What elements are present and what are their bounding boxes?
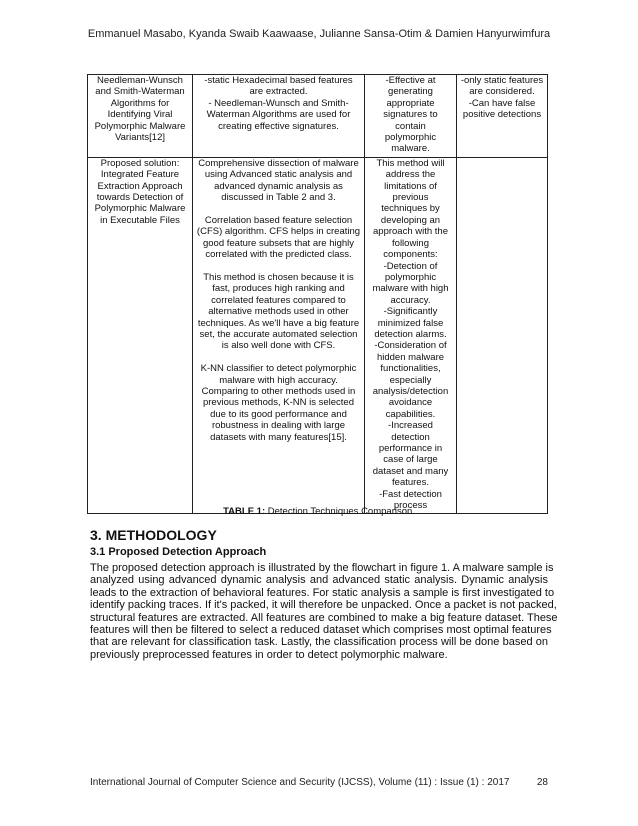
cell-text-line: avoidance	[388, 397, 433, 409]
cell-text-line: using Advanced static analysis and	[204, 169, 353, 181]
cell-text-line: Integrated Feature	[100, 169, 180, 181]
cell-text-line: -Effective at	[385, 75, 436, 86]
cell-text-line: are considered.	[469, 86, 535, 98]
cell-text-line: process	[393, 500, 428, 512]
cell-text-line	[196, 352, 361, 363]
cell-text-line: -static Hexadecimal based features	[204, 75, 353, 86]
paragraph-line: features will then be filtered to select a reduced dataset which comprises most optimal features	[90, 624, 552, 637]
body-paragraph	[90, 562, 558, 661]
cell-text-line: good feature subsets that are highly	[202, 237, 355, 249]
cell-text-line: accuracy.	[390, 294, 431, 306]
cell-text-line: limitations of	[384, 180, 437, 192]
cell-text-line: following	[392, 237, 429, 249]
cell-text-line: minimized false	[377, 317, 444, 329]
table-cell-col4	[457, 157, 548, 514]
cell-text-line: advanced dynamic analysis as	[214, 180, 343, 192]
cell-text-line: malware.	[391, 143, 430, 155]
cell-text-line: malware with high accuracy.	[219, 374, 338, 386]
cell-text-line: datasets with many features[15].	[210, 431, 347, 443]
cell-text-line: features.	[392, 477, 429, 489]
cell-text-line: discussed in Table 2 and 3.	[221, 192, 336, 204]
cell-text-line: Variants[12]	[115, 132, 165, 144]
cell-text-line: Comparing to other methods used in	[201, 385, 356, 397]
cell-text-line: alternative methods used in other	[208, 306, 349, 318]
cell-text-line: This method is chosen because it is	[203, 271, 354, 283]
cell-text-line: in Executable Files	[100, 214, 180, 226]
paragraph-line: analyzed using advanced dynamic analysis and advanced static analysis. Dynamic analysis	[90, 574, 548, 587]
cell-text-line: approach with the	[373, 226, 448, 238]
cell-text-line: -Can have false	[468, 97, 536, 109]
cell-text-line: Identifying Viral	[107, 109, 173, 121]
table-cell-col4	[457, 75, 548, 158]
paragraph-line: previously preprocessed features in order to detect polymorphic malware.	[90, 648, 448, 661]
subsection-heading: 3.1 Proposed Detection Approach	[90, 546, 267, 558]
cell-text-line: capabilities.	[385, 408, 436, 420]
page-footer	[90, 777, 548, 788]
cell-text-line: Comprehensive dissection of malware	[198, 157, 359, 169]
cell-text-line: K-NN classifier to detect polymorphic	[200, 363, 357, 375]
cell-text-line: robustness in dealing with large	[211, 420, 346, 432]
paragraph-line: The proposed detection approach is illustrated by the flowchart in figure 1. A malware sample is	[90, 562, 554, 574]
cell-text-line: This method will	[376, 157, 445, 169]
cell-text-line: techniques by	[381, 203, 440, 215]
table-cell-col2	[193, 157, 365, 514]
cell-text-line: Proposed solution:	[100, 157, 180, 169]
cell-text-line: dataset and many	[372, 465, 449, 477]
table-cell-col3	[365, 157, 457, 514]
cell-text-line: developing an	[380, 214, 441, 226]
table-cell-col1	[88, 157, 193, 514]
section-heading: 3. METHODOLOGY	[90, 527, 217, 543]
cell-text-line: detection	[391, 431, 430, 443]
cell-text-line: malware with high	[372, 283, 449, 295]
cell-text-line: generating	[388, 86, 433, 98]
cell-text-line: positive detections	[462, 109, 542, 121]
table-row	[88, 157, 548, 514]
cell-text-line: hidden malware	[376, 351, 445, 363]
cell-text-line: Extraction Approach	[97, 180, 183, 192]
cell-text-line: -only static features	[460, 75, 544, 86]
caption-text: Detection Techniques Comparison.	[265, 506, 415, 517]
cell-text-line: Polymorphic Malware	[94, 203, 186, 215]
cell-text-line: analysis/detection	[372, 385, 449, 397]
cell-text-line: techniques. As we'll have a big feature	[197, 317, 360, 329]
cell-text-line: correlated features compared to	[211, 294, 346, 306]
cell-text-line: Polymorphic Malware	[94, 120, 186, 132]
cell-text-line: signatures to	[383, 109, 438, 121]
cell-text-line: components:	[383, 249, 438, 261]
cell-text-line: fast, produces high ranking and	[212, 283, 345, 295]
cell-text-line: contain	[395, 120, 426, 132]
cell-text-line: are extracted.	[249, 86, 308, 98]
cell-text-line: -Consideration of	[374, 340, 447, 352]
cell-text-line: polymorphic	[384, 132, 437, 144]
cell-text-line: performance in	[378, 443, 443, 454]
page-number: 28	[536, 777, 548, 788]
cell-text-line: (CFS) algorithm. CFS helps in creating	[196, 226, 361, 238]
comparison-table	[87, 74, 548, 514]
cell-text-line	[196, 203, 361, 214]
cell-text-line: -Detection of	[383, 260, 438, 272]
cell-text-line: Algorithms for	[110, 97, 170, 109]
cell-text-line	[196, 260, 361, 271]
cell-text-line: previous	[392, 192, 429, 204]
table-cell-col2	[193, 75, 365, 158]
cell-text-line: due to its good performance and	[210, 408, 347, 420]
paragraph-line: leads to the extraction of behavioral features. For static analysis a sample is first investigated to	[90, 586, 555, 599]
cell-text-line: case of large	[383, 454, 438, 466]
cell-text-line: -Significantly	[383, 306, 438, 318]
table-cell-col3	[365, 75, 457, 158]
cell-text-line: address the	[385, 169, 436, 181]
journal-citation: International Journal of Computer Science and Security (IJCSS), Volume (11) : Issue (1) : 2017	[90, 777, 510, 788]
table-caption	[0, 506, 638, 517]
cell-text-line: is also well done with CFS.	[221, 340, 336, 352]
cell-text-line: correlated with the predicted class.	[205, 249, 352, 261]
cell-text-line: detection alarms.	[374, 328, 447, 340]
cell-text-line: appropriate	[386, 97, 435, 109]
cell-text-line: towards Detection of	[96, 192, 184, 204]
cell-text-line: -Fast detection	[379, 488, 442, 500]
paragraph-line: identify packing traces. If it's packed, it will therefore be unpacked. Once a packet is not packed,	[90, 599, 557, 612]
cell-text-line: previous methods, K-NN is selected	[202, 397, 354, 409]
cell-text-line: Needleman-Wunsch	[97, 75, 183, 86]
cell-text-line: - Needleman-Wunsch and Smith-	[208, 97, 349, 109]
running-header: Emmanuel Masabo, Kyanda Swaib Kaawaase, Julianne Sansa-Otim & Damien Hanyurwimfura	[87, 28, 551, 40]
cell-text-line: and Smith-Waterman	[95, 86, 185, 98]
cell-text-line: set, the accurate automated selection	[199, 328, 358, 340]
table-row	[88, 75, 548, 158]
cell-text-line: creating effective signatures.	[218, 120, 339, 132]
cell-text-line: polymorphic	[384, 271, 437, 283]
cell-text-line: Correlation based feature selection	[204, 214, 353, 226]
table-cell-col1	[88, 75, 193, 158]
paragraph-line: structural features are extracted. All features are combined to make a big feature dataset. These	[90, 611, 558, 624]
cell-text-line: functionalities,	[380, 363, 441, 375]
cell-text-line: -Increased	[388, 420, 433, 432]
caption-label: TABLE 1:	[223, 506, 266, 517]
paragraph-line: that are relevant for classification task. Lastly, the classification process will be done based on	[90, 636, 548, 649]
cell-text-line: Waterman Algorithms are used for	[206, 109, 351, 121]
cell-text-line: especially	[389, 374, 432, 386]
